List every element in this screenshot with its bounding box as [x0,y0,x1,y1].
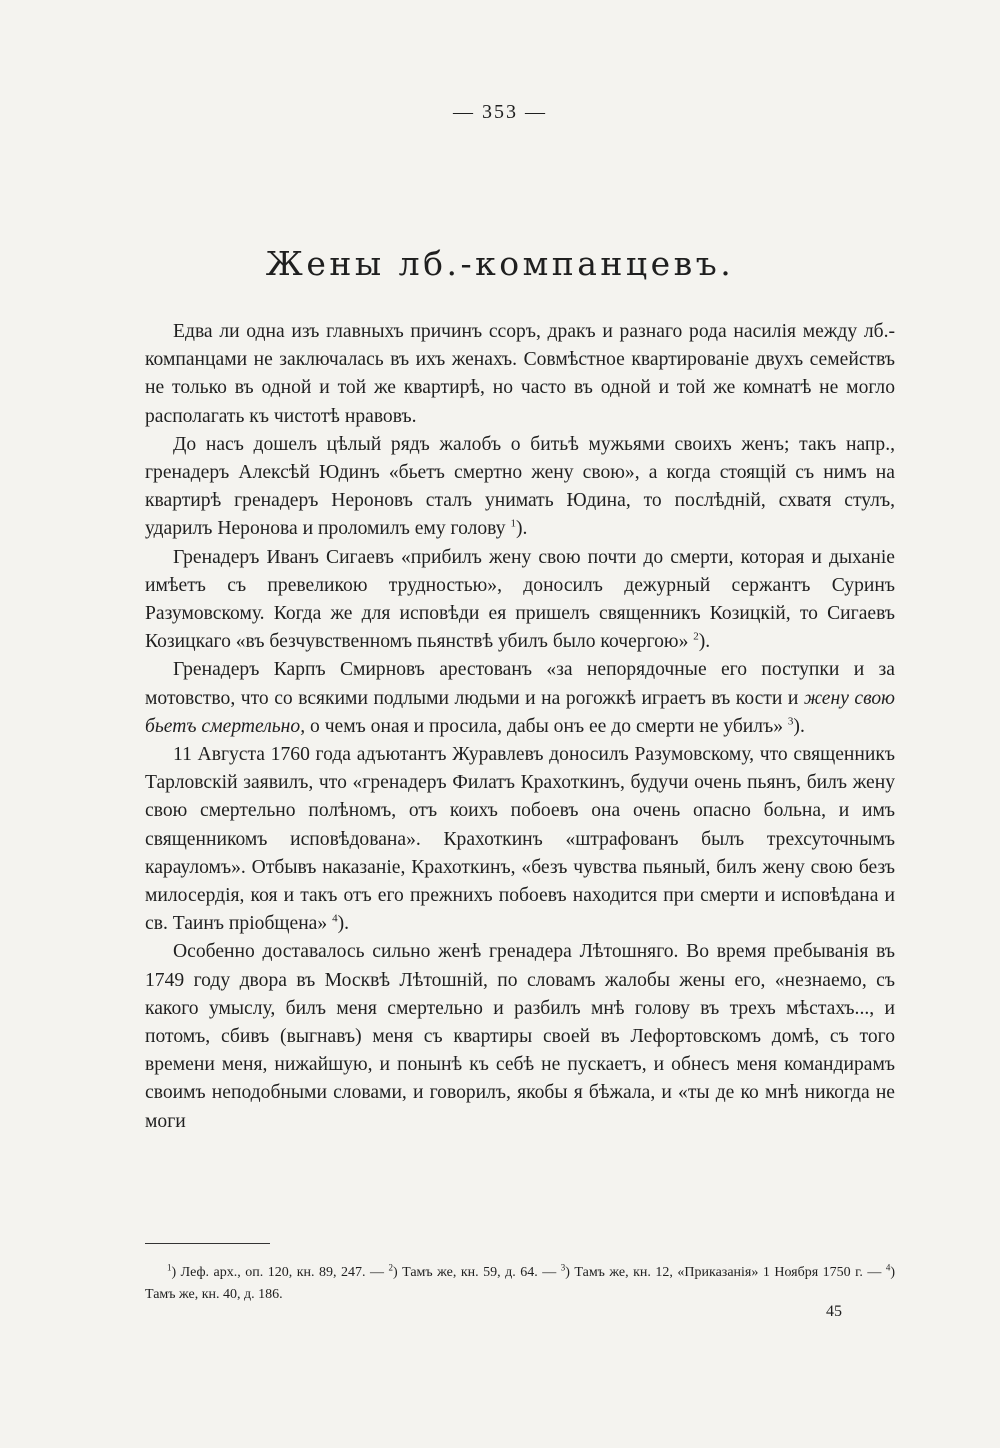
footnote-text: Тамъ же, кн. 59, д. 64. — [397,1265,561,1280]
paragraph [145,938,895,1135]
footnote-ref: 2 [693,630,699,643]
footnote-number: 2 [388,1262,393,1273]
paragraph-text: Гренадеръ Карпъ Смирновъ арестованъ «за непорядочные его поступки и за мотовство, что со всякими подлыми людьми и на рогожкѣ играетъ въ кости и [145,659,895,709]
paragraph-end: ). [337,913,350,935]
italic-quote: жену свою бьетъ смертельно, [145,687,895,737]
page-number: — 353 — [453,101,547,123]
footnote-divider [145,1243,270,1244]
paragraph-end: ). [515,518,528,540]
paragraph-text: 11 Августа 1760 года адъютантъ Журавлевъ доносилъ Разумовскому, что священникъ Тарловскій заявилъ, что «гренадеръ Филатъ Крахоткинъ, будучи очень пьянъ, билъ жену свою смертельно полѣномъ, отъ коихъ побоевъ она очень опасно больна, и имъ священникомъ исповѣдована». Крахоткинъ «штрафованъ былъ трехсуточнымъ карауломъ». Отбывъ наказаніе, Крахоткинъ, «безъ чувства пьяный, билъ жену свою безъ милосердія, коя и такъ отъ его прежнихъ побоевъ находится при смерти и исповѣдана и св. Таинъ пріобщена» [145,744,895,935]
footnote-ref: 1 [510,517,516,530]
footnote-ref: 4 [332,912,338,925]
paragraph [145,318,895,431]
paragraph [145,741,895,938]
footnote-text: Леф. арх., оп. 120, кн. 89, 247. — [176,1265,389,1280]
paragraph-text: Едва ли одна изъ главныхъ причинъ ссоръ, дракъ и разнаго рода насилія между лб.-компанцами не заключалась въ ихъ женахъ. Совмѣстное квартированіе двухъ семействъ не только въ одной и той же квартирѣ, но часто въ одной и той же комнатѣ не могло располагать къ чистотѣ нравовъ. [145,321,895,427]
paragraph-end: ). [698,631,711,653]
paragraph-text: Гренадеръ Иванъ Сигаевъ «прибилъ жену свою почти до смерти, которая и дыханіе имѣетъ съ превеликою трудностью», доносилъ дежурный сержантъ Суринъ Разумовскому. Когда же для исповѣди ея пришелъ священникъ Козицкій, то Сигаевъ Козицкаго «въ безчувственномъ пьянствѣ убилъ было кочергою» [145,546,895,653]
paragraph-end: ). [793,715,805,737]
paragraph [145,656,895,741]
paragraph [145,544,895,657]
footnotes [145,1262,895,1306]
page-title: Жены лб.-компанцевъ. [265,244,735,284]
footnote-number: 4 [885,1262,891,1273]
footnote-block: $^1$) Леф. арх., оп. 120, кн. 89, 247. — $^2$) Тамъ же, кн. 59, д. 64. — $^3$) Тамъ же, кн. 12, «Приказанія» 1 Ноября 1750 г. — $^4$) Тамъ же, кн. 40, д. 186. [145,1262,895,1302]
footnote-text: Тамъ же, кн. 40, д. 186. [145,1287,283,1302]
footnote-ref: 3 [787,715,794,728]
footnote-text: Тамъ же, кн. 12, «Приказанія» 1 Ноября 1750 г. — [569,1265,886,1280]
paragraph-text: До насъ дошелъ цѣлый рядъ жалобъ о битьѣ мужьями своихъ женъ; такъ напр., гренадеръ Алексѣй Юдинъ «бьетъ смертно жену свою», а когда стоящій съ нимъ на квартирѣ гренадеръ Нероновъ сталъ унимать Юдина, то послѣдній, схватя стулъ, ударилъ Неронова и проломилъ ему голову [145,433,895,540]
footnote-number: 1 [167,1262,172,1273]
paragraph [145,431,895,544]
printer-signature: 45 [826,1303,842,1320]
paragraph-text: о чемъ оная и просила, дабы онъ ее до смерти не убилъ» [305,715,784,737]
paragraph-text: Особенно доставалось сильно женѣ гренадера Лѣтошняго. Во время пребыванія въ 1749 году двора въ Москвѣ Лѣтошній, по словамъ жалобы жены его, «незнаемо, съ какого умыслу, билъ меня смертельно и разбилъ мнѣ голову въ трехъ мѣстахъ..., и потомъ, сбивъ (выгнавъ) меня съ квартиры своей въ Лефортовскомъ домѣ, съ того времени меня, нижайшую, и понынѣ къ себѣ не пускаетъ, и обнесъ меня командирамъ своимъ неподобными словами, и говорилъ, якобы я бѣжала, и «ты де ко мнѣ никогда не моги [145,941,895,1132]
footnote-number: 3 [560,1262,566,1273]
body-text [145,318,895,1136]
